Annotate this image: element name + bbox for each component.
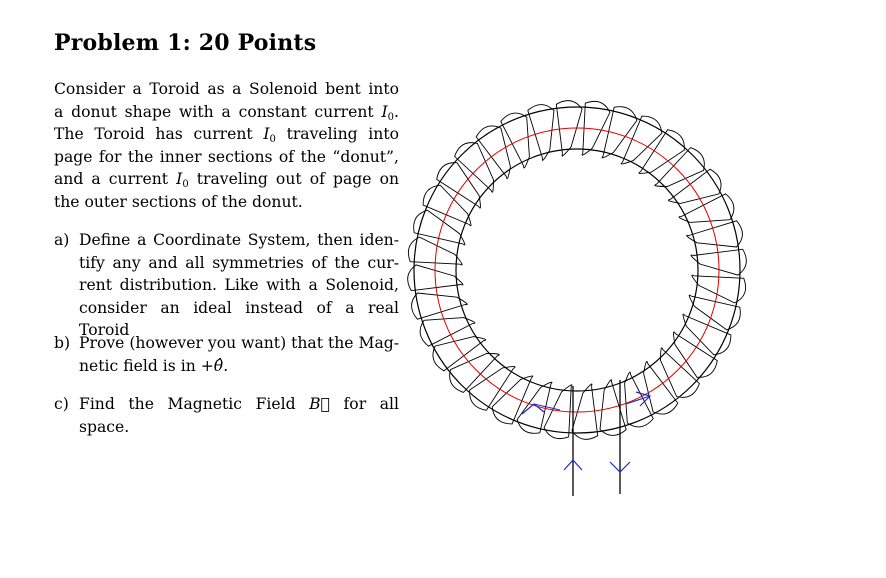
toroid-diagram	[400, 100, 760, 500]
problem-intro	[54, 78, 399, 214]
question-a-marker: a)	[54, 231, 70, 249]
question-a	[54, 229, 399, 342]
intro-line-3	[54, 123, 399, 146]
question-b-line-2-end: .	[223, 356, 229, 375]
intro-line-3-end: traveling into	[275, 125, 399, 144]
question-a-line-4: consider an ideal instead of a real Toroid	[79, 298, 399, 340]
intro-line-3-text: The Toroid has current	[54, 125, 264, 144]
lead-wires	[522, 380, 650, 496]
winding-loop	[689, 295, 740, 330]
toroid-center-line	[435, 128, 719, 412]
magnetic-field-vector-symbol: B⃗	[309, 395, 330, 413]
intro-line-2-end: .	[394, 102, 399, 121]
winding-loop	[621, 116, 662, 164]
question-b-marker: b)	[54, 334, 71, 352]
intro-line-6: the outer sections of the donut.	[54, 192, 303, 211]
current-subscript: 0	[269, 134, 276, 146]
toroid-outer-edge	[414, 107, 740, 433]
intro-line-2	[54, 101, 399, 124]
current-subscript: 0	[387, 111, 395, 123]
intro-line-1: Consider a Toroid as a Solenoid bent into	[54, 80, 399, 98]
current-symbol: I	[381, 102, 388, 121]
question-a-line-1: Define a Coordinate System, then iden-	[79, 231, 399, 249]
question-c-end: for all space.	[79, 395, 399, 436]
winding-loop	[679, 194, 734, 223]
winding-loop	[420, 318, 475, 347]
winding-loop	[470, 367, 515, 411]
current-subscript: 0	[182, 179, 189, 191]
winding-loop	[423, 185, 471, 226]
intro-line-5	[54, 168, 399, 191]
winding-loop	[683, 314, 731, 355]
question-a-line-2: tify any and all symmetries of the cur-	[79, 253, 399, 272]
current-symbol: I	[176, 170, 183, 189]
intro-line-5-end: traveling out of page on	[188, 170, 399, 189]
current-symbol: I	[263, 125, 270, 144]
question-a-body	[79, 229, 399, 342]
winding-loop	[674, 332, 718, 377]
winding-loop	[501, 113, 530, 168]
toroid-windings	[408, 101, 747, 440]
winding-loop	[639, 130, 684, 174]
winding-loop	[414, 210, 465, 245]
theta-hat-symbol: +θ̂	[200, 356, 224, 375]
toroid-figure	[400, 100, 760, 504]
question-c-marker: c)	[54, 395, 69, 413]
question-c-text: Find the Magnetic Field	[79, 395, 310, 413]
question-a-line-3: rent distribution. Like with a Solenoid,	[79, 276, 399, 295]
winding-loop	[437, 163, 481, 208]
question-b-line-1: Prove (however you want) that the Mag-	[79, 334, 399, 352]
question-b	[54, 332, 399, 377]
winding-loop	[517, 382, 552, 433]
question-c-line-1	[79, 393, 399, 438]
intro-line-5-text: and a current	[54, 170, 177, 189]
question-b-body	[79, 332, 399, 377]
question-c	[54, 393, 399, 438]
winding-loop	[492, 376, 533, 424]
question-c-body	[79, 393, 399, 438]
toroid-inner-edge	[456, 149, 698, 391]
intro-line-4: page for the inner sections of the “donut”,	[54, 147, 399, 166]
question-b-line-2-text: netic field is in	[79, 356, 201, 375]
intro-line-2-text: a donut shape with a constant current	[54, 102, 382, 121]
problem-title: Problem 1: 20 Points	[54, 30, 317, 56]
question-b-line-2	[79, 355, 399, 378]
winding-loop	[602, 107, 637, 158]
